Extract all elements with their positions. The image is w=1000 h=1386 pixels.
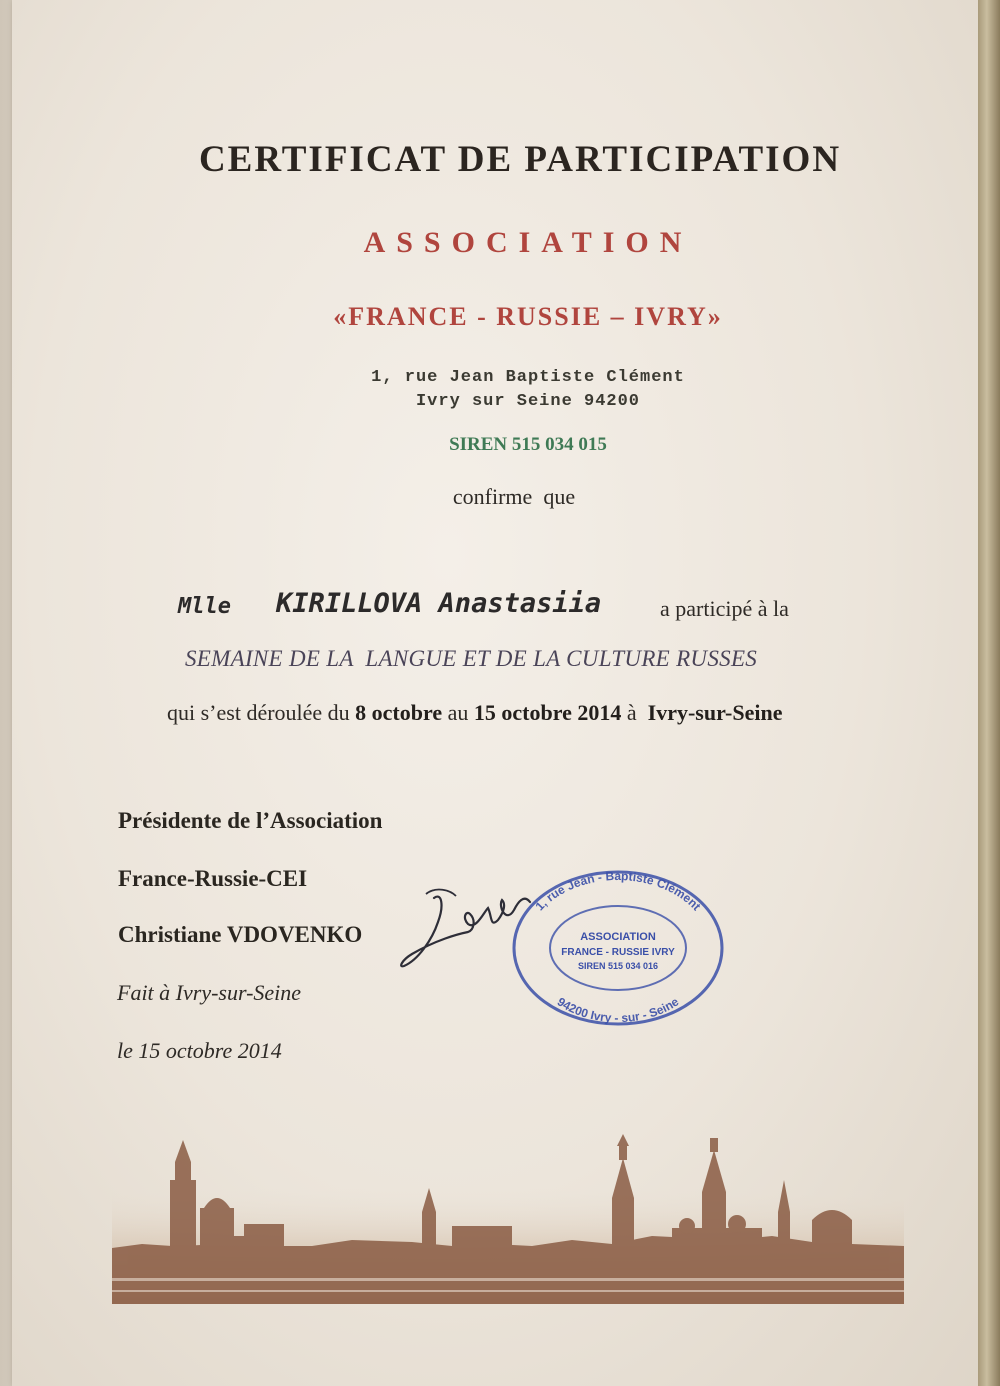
event-name: SEMAINE DE LA LANGUE ET DE LA CULTURE RUSSES — [185, 646, 758, 671]
participant-name: KIRILLOVA Anastasiia — [276, 588, 602, 619]
date-mid: au — [442, 700, 474, 725]
date-place-prefix: à — [621, 700, 648, 725]
event-dates — [167, 700, 782, 726]
stamp-icon — [506, 862, 730, 1030]
moscow-kremlin-skyline-icon — [112, 1128, 904, 1304]
certificate-title: CERTIFICAT DE PARTICIPATION — [198, 139, 842, 180]
signed-date: le 15 octobre 2014 — [117, 1038, 282, 1063]
siren-number: SIREN 515 034 015 — [449, 434, 607, 455]
address-line-1: 1, rue Jean Baptiste Clément — [371, 368, 685, 387]
signatory-organization: France-Russie-CEI — [118, 866, 308, 891]
stamp-line-2: FRANCE - RUSSIE IVRY — [561, 947, 675, 958]
signatory-name: Christiane VDOVENKO — [118, 922, 363, 947]
participant-salutation: Mlle — [178, 594, 231, 619]
stamp-top-arc: 1, rue Jean - Baptiste Clément — [532, 868, 704, 914]
date-end: 15 octobre 2014 — [473, 700, 622, 725]
date-prefix: qui s’est déroulée du — [167, 700, 356, 725]
signatory-role: Présidente de l’Association — [118, 808, 383, 833]
confirm-text: confirme que — [452, 484, 576, 509]
participated-text: a participé à la — [660, 596, 789, 621]
date-start: 8 octobre — [355, 700, 443, 725]
stamp-line-1: ASSOCIATION — [580, 931, 656, 943]
stamp-line-3: SIREN 515 034 016 — [577, 961, 659, 971]
folder-edge — [978, 0, 1000, 1386]
svg-text:94200 Ivry - sur - Seine — [555, 994, 682, 1025]
association-label: ASSOCIATION — [363, 226, 693, 259]
address-line-2: Ivry sur Seine 94200 — [415, 392, 641, 411]
association-name: «FRANCE - RUSSIE – IVRY» — [333, 302, 723, 331]
stamp-bottom-arc: 94200 Ivry - sur - Seine — [554, 994, 682, 1026]
event-place: Ivry-sur-Seine — [647, 700, 783, 725]
signed-place: Fait à Ivry-sur-Seine — [117, 980, 302, 1005]
